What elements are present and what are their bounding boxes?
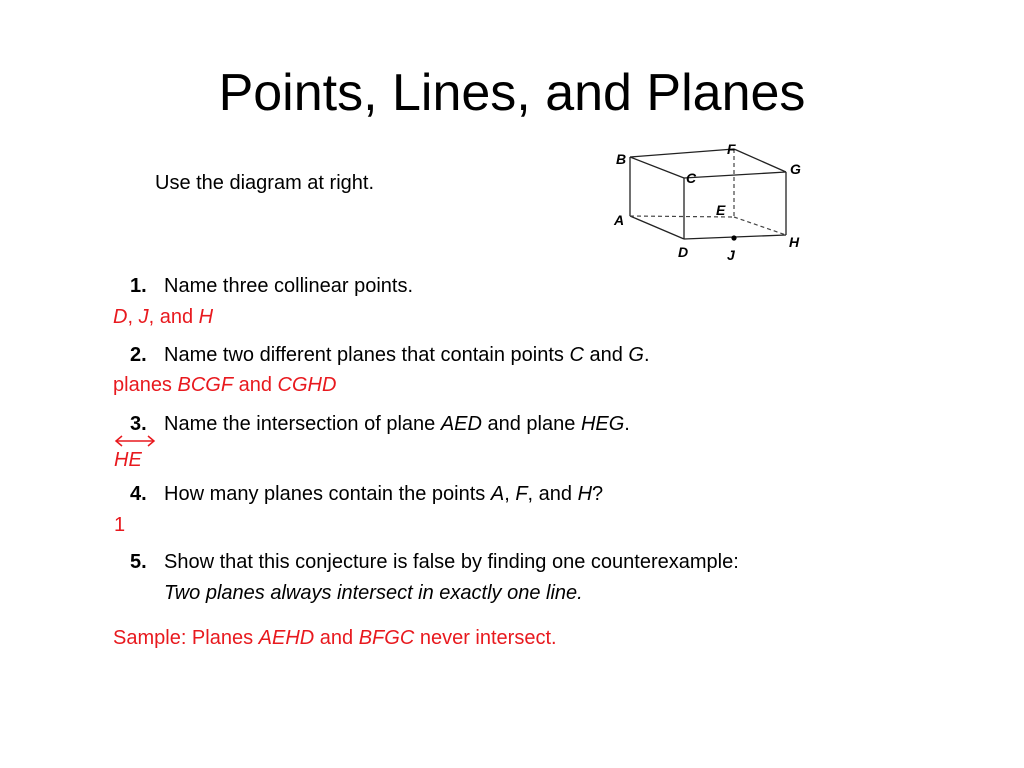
label-d: D [678, 244, 689, 260]
label-j: J [727, 247, 735, 263]
question-number: 5. [130, 551, 147, 573]
line-double-arrow-icon [113, 434, 157, 448]
label-b: B [616, 151, 627, 167]
question-text: Name three collinear points. [164, 275, 414, 297]
question-2: 2. Name two different planes that contain points C and G. [130, 344, 650, 366]
edge-fg [734, 149, 786, 172]
answer-4: 1 [114, 514, 126, 536]
question-3: 3. Name the intersection of plane AED and plane HEG. [130, 413, 630, 435]
label-e: E [716, 202, 726, 218]
answer-3: HE [114, 449, 142, 471]
point-j-dot [731, 235, 736, 240]
answer-2: planes BCGF and CGHD [113, 374, 337, 396]
edge-cg [684, 172, 786, 178]
answer-5: Sample: Planes AEHD and BFGC never intersect. [113, 627, 557, 649]
label-g: G [790, 161, 801, 177]
edge-bc [630, 157, 684, 178]
hidden-edge-eh [734, 217, 786, 235]
question-number: 3. [130, 413, 147, 435]
label-a: A [614, 212, 625, 228]
label-f: F [727, 141, 736, 157]
label-c: C [686, 170, 697, 186]
question-number: 1. [130, 275, 147, 297]
question-number: 2. [130, 344, 147, 366]
question-1 [130, 274, 413, 298]
edge-bf [630, 149, 734, 157]
rectangular-prism-diagram [606, 138, 820, 266]
answer-1: D, J, and H [113, 306, 214, 328]
question-number: 4. [130, 483, 147, 505]
conjecture-text: Two planes always intersect in exactly one line. [164, 582, 583, 604]
question-5: 5. Show that this conjecture is false by finding one counterexample: [130, 551, 739, 573]
edge-ad [630, 216, 684, 239]
instruction-text: Use the diagram at right. [155, 172, 374, 194]
question-4: 4. How many planes contain the points A, F, and H? [130, 483, 604, 505]
slide-title: Points, Lines, and Planes [218, 64, 806, 122]
label-h: H [789, 234, 800, 250]
